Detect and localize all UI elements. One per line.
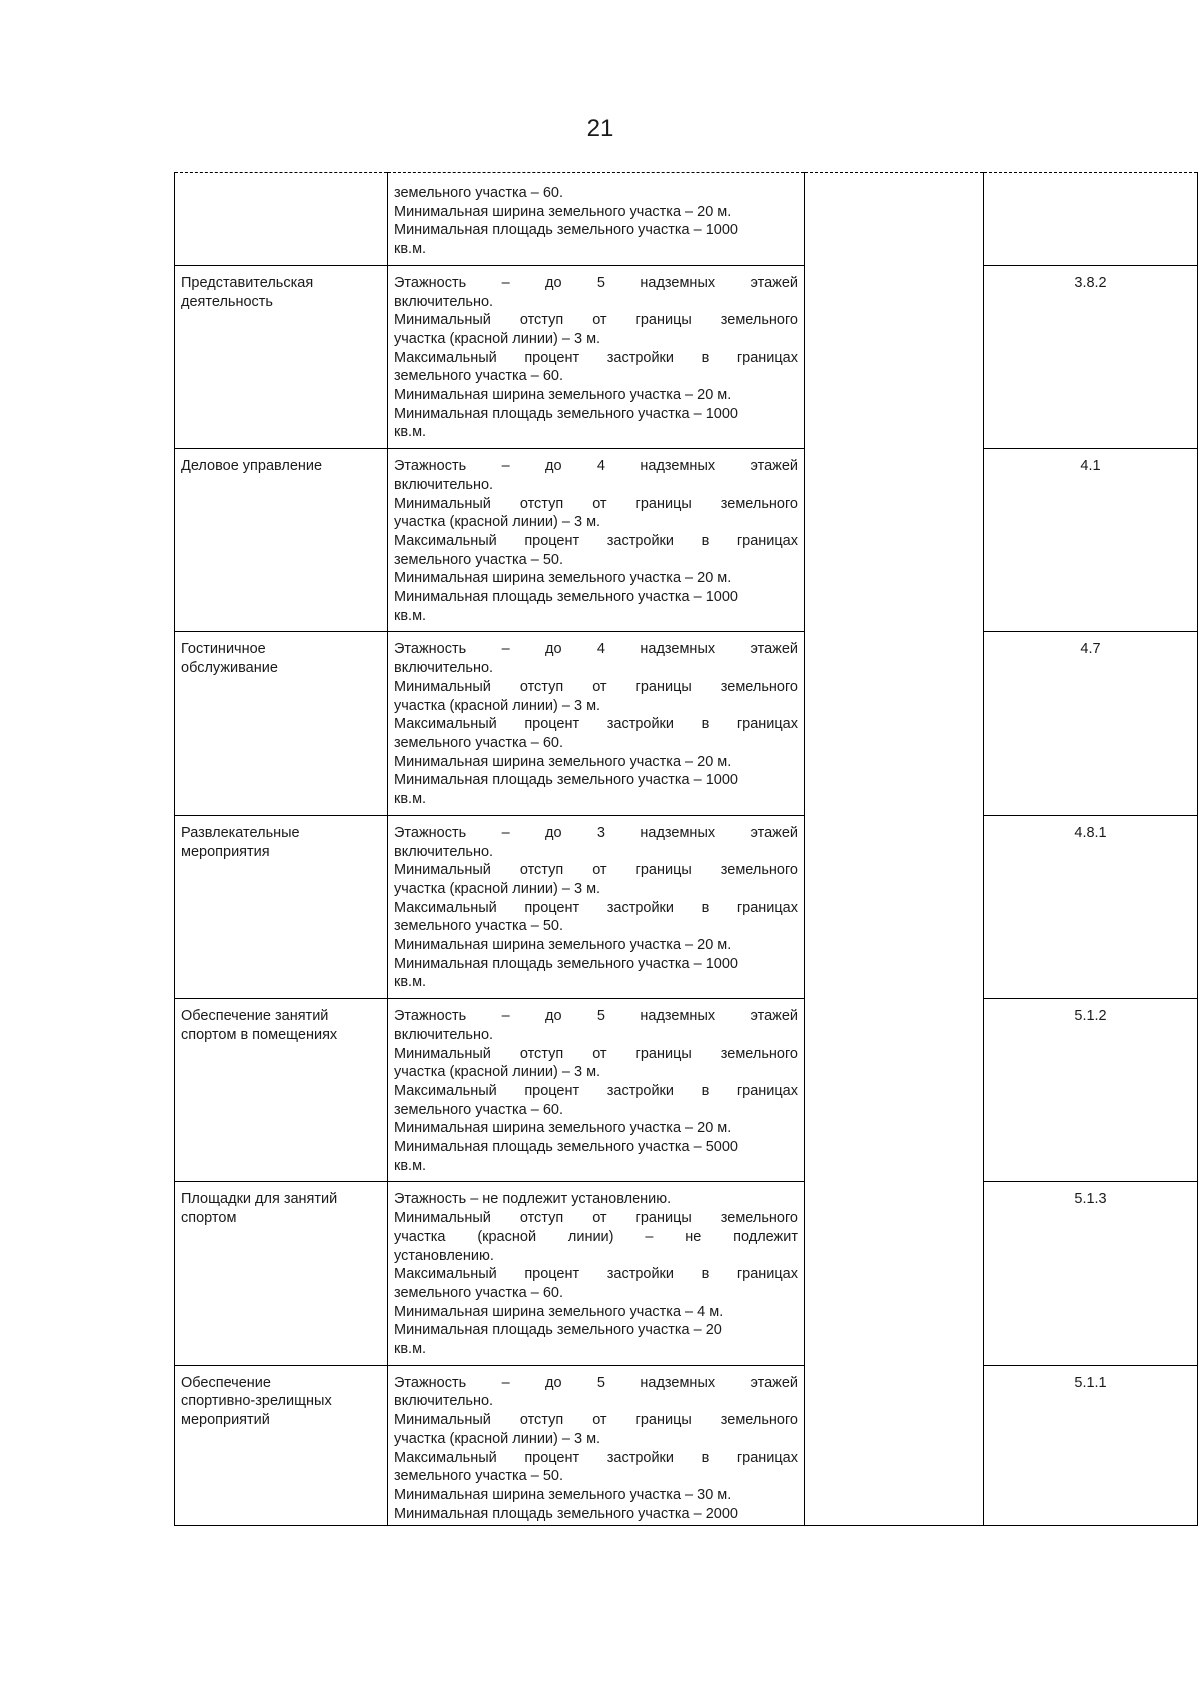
use-code-cell: 4.1 [984,449,1198,632]
text-line: Минимальная площадь земельного участка – 5000 [394,1139,738,1156]
parameters-cell [388,1182,805,1365]
text-line: Минимальная ширина земельного участка – 20 м. [394,570,732,587]
text-line: спортивно-зрелищных [181,1393,332,1410]
text-line: земельного участка – 60. [394,185,564,201]
table-row [175,999,1198,1182]
text-line: Минимальная ширина земельного участка – 20 м. [394,387,732,404]
text-line: включительно. [394,476,494,493]
text-line: Этажность – до 4 надземных этажей [394,458,798,475]
text-line: Минимальная площадь земельного участка – 1000 [394,405,738,422]
text-line: земельного участка – 60. [394,1101,564,1118]
name-cell [175,173,388,266]
text-line: кв.м. [394,974,427,991]
text-line: мероприятий [181,1412,270,1429]
page-number: 21 [586,115,614,142]
text-line: Максимальный процент застройки в границах [394,899,798,916]
text-line: мероприятия [181,843,270,860]
text-line: Минимальная площадь земельного участка – 1000 [394,772,738,789]
text-line: Минимальная ширина земельного участка – 20 м. [394,1120,732,1137]
text-line: земельного участка – 60. [394,1284,564,1301]
text-line: Максимальный процент застройки в границах [394,1082,798,1099]
text-line: включительно. [394,1393,494,1410]
text-line: спортом [181,1210,237,1227]
text-line: Минимальная площадь земельного участка – 1000 [394,222,738,239]
text-line: кв.м. [394,1341,427,1358]
text-line: Минимальная ширина земельного участка – 20 м. [394,937,732,954]
text-line: обслуживание [181,660,278,677]
use-code-cell: 5.1.2 [984,999,1198,1182]
table-row [175,265,1198,448]
text-line: Минимальная площадь земельного участка – 1000 [394,589,738,606]
empty-column-cell [805,173,984,1526]
text-line: Максимальный процент застройки в границах [394,532,798,549]
text-line: земельного участка – 50. [394,918,564,935]
text-line: земельного участка – 50. [394,551,564,568]
use-type-name-cell [175,999,388,1182]
text-line: земельного участка – 50. [394,1468,564,1485]
text-line: Минимальная площадь земельного участка – 2000 [394,1505,738,1522]
text-line: Деловое управление [181,458,323,475]
use-code-cell: 4.7 [984,632,1198,815]
text-line: участка (красной линии) – 3 м. [394,697,601,714]
text-line: Минимальный отступ от границы земельного [394,1412,798,1429]
text-line: участка (красной линии) – 3 м. [394,514,601,531]
text-line: включительно. [394,843,494,860]
text-line: Минимальная площадь земельного участка – 20 [394,1322,722,1339]
text-line: Этажность – до 5 надземных этажей [394,1374,798,1391]
use-type-name-cell [175,1365,388,1526]
table-row [175,1182,1198,1365]
use-type-name-cell [175,449,388,632]
text-line: Минимальный отступ от границы земельного [394,495,798,512]
text-line: Минимальная ширина земельного участка – 30 м. [394,1487,732,1503]
text-line: земельного участка – 60. [394,734,564,751]
text-line: Минимальный отступ от границы земельного [394,862,798,879]
text-line: Максимальный процент застройки в границах [394,1449,798,1466]
text-line: Этажность – до 3 надземных этажей [394,824,798,841]
text-line: Минимальный отступ от границы земельного [394,1210,798,1227]
use-type-name-cell [175,1182,388,1365]
text-line: Гостиничное [181,641,266,658]
text-line: Максимальный процент застройки в границах [394,1266,798,1283]
parameters-cell [388,632,805,815]
table-row-continuation [175,173,1198,266]
use-code-cell: 5.1.3 [984,1182,1198,1365]
zoning-parameters-table [174,172,1198,1526]
text-line: включительно. [394,293,494,310]
text-line: кв.м. [394,607,427,624]
text-line: Представительская [181,274,314,291]
table-row [175,815,1198,998]
text-line: участка (красной линии) – 3 м. [394,330,601,347]
use-code-cell: 4.8.1 [984,815,1198,998]
text-line: кв.м. [394,424,427,441]
text-line: Этажность – до 4 надземных этажей [394,641,798,658]
use-type-name-cell [175,265,388,448]
table-row [175,449,1198,632]
text-line: Минимальный отступ от границы земельного [394,1045,798,1062]
text-line: земельного участка – 60. [394,368,564,385]
parameters-cell [388,815,805,998]
text-line: участка (красной линии) – 3 м. [394,1430,601,1447]
text-line: Этажность – до 5 надземных этажей [394,1008,798,1025]
text-line: Максимальный процент застройки в границах [394,716,798,733]
text-line: Этажность – не подлежит установлению. [394,1191,672,1208]
use-type-name-cell [175,815,388,998]
text-line: Площадки для занятий [181,1191,338,1208]
parameters-cell [388,1365,805,1526]
text-line: Минимальный отступ от границы земельного [394,312,798,329]
use-code-cell: 3.8.2 [984,265,1198,448]
code-cell [984,173,1198,266]
text-line: участка (красной линии) – 3 м. [394,1064,601,1081]
text-line: включительно. [394,660,494,677]
text-line: Минимальная ширина земельного участка – 20 м. [394,753,732,770]
text-line: включительно. [394,1026,494,1043]
text-line: Этажность – до 5 надземных этажей [394,274,798,291]
use-code-cell: 5.1.1 [984,1365,1198,1526]
parameters-cell [388,449,805,632]
text-line: Развлекательные [181,824,300,841]
text-line: участка (красной линии) – не подлежит [394,1228,798,1245]
text-line: Обеспечение занятий [181,1008,329,1025]
text-line: кв.м. [394,1157,427,1174]
text-line: Минимальная площадь земельного участка – 1000 [394,955,738,972]
text-line: кв.м. [394,241,427,258]
table-row [175,1365,1198,1526]
text-line: Минимальный отступ от границы земельного [394,678,798,695]
parameters-cell [388,999,805,1182]
text-line: Минимальная ширина земельного участка – 4 м. [394,1303,724,1320]
use-type-name-cell [175,632,388,815]
text-line: участка (красной линии) – 3 м. [394,880,601,897]
table-body [175,173,1198,1526]
text-line: Максимальный процент застройки в границах [394,349,798,366]
text-line: кв.м. [394,791,427,808]
text-line: Обеспечение [181,1374,271,1391]
text-line: Минимальная ширина земельного участка – 20 м. [394,203,732,220]
params-cell [388,173,805,266]
text-line: деятельность [181,293,273,310]
text-line: установлению. [394,1247,494,1264]
text-line: спортом в помещениях [181,1026,338,1043]
parameters-cell [388,265,805,448]
table-row [175,632,1198,815]
